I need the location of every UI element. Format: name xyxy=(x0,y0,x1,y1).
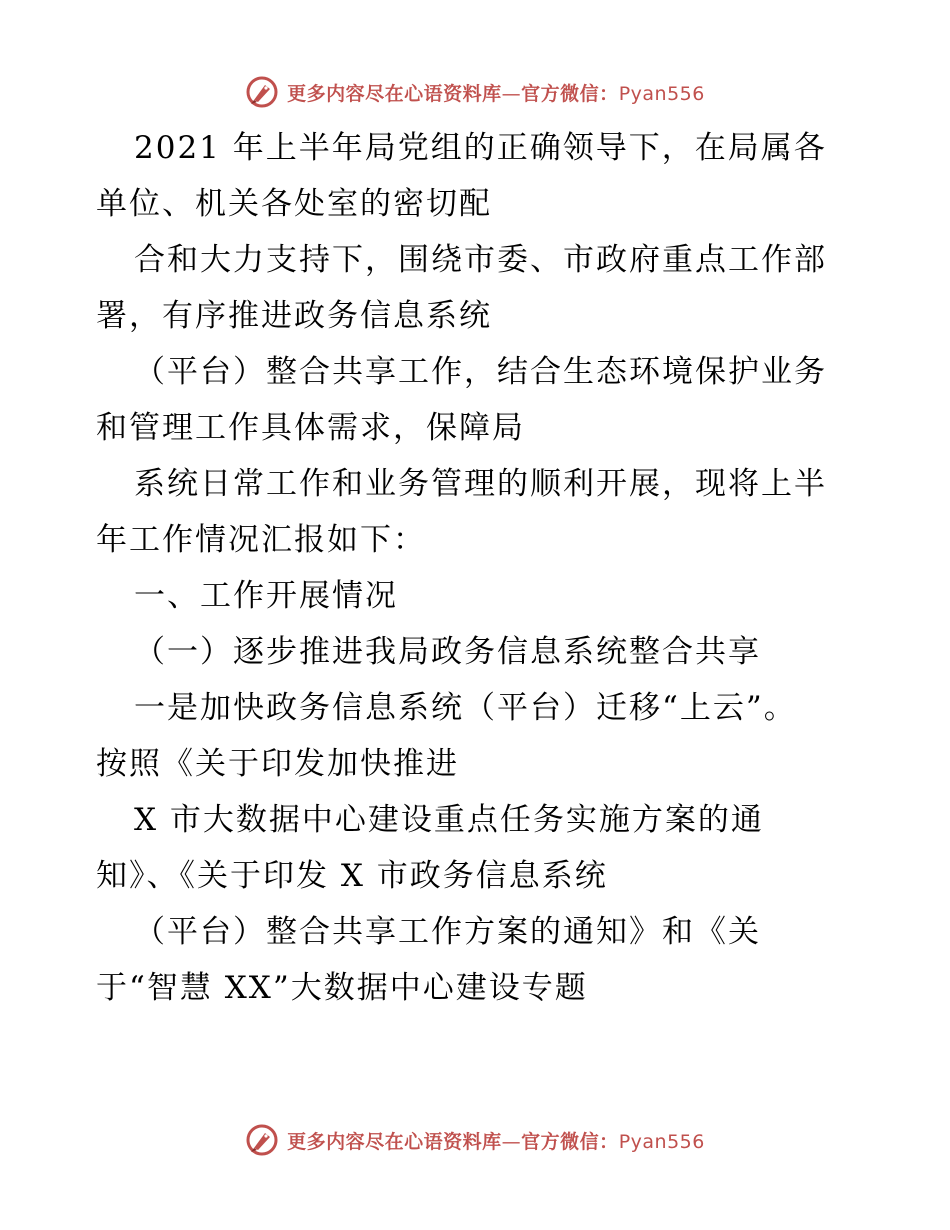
pen-nib-logo-icon xyxy=(245,1123,279,1157)
text-line: 年工作情况汇报如下： xyxy=(96,522,426,558)
pen-nib-logo-icon xyxy=(245,75,279,109)
text-line: 2021 年上半年局党组的正确领导下，在局属各 xyxy=(134,130,827,166)
watermark-wechat-id: Pyan556 xyxy=(618,82,705,105)
text-line: X 市大数据中心建设重点任务实施方案的通 xyxy=(134,802,764,838)
text-line: 一、工作开展情况 xyxy=(134,578,398,614)
text-line: （平台）整合共享工作方案的通知》和《关 xyxy=(134,914,761,950)
text-line: 一是加快政务信息系统（平台）迁移“上云”。 xyxy=(134,690,797,726)
watermark-brand: 更多内容尽在心语资料库 xyxy=(287,1130,502,1153)
watermark-text xyxy=(287,1127,705,1154)
watermark-separator: — xyxy=(501,82,522,105)
text-line: 于“智慧 XX”大数据中心建设专题 xyxy=(96,970,588,1006)
document-body xyxy=(96,120,876,1016)
text-line: 系统日常工作和业务管理的顺利开展，现将上半 xyxy=(134,466,827,502)
watermark-wechat-label: 官方微信： xyxy=(521,82,619,105)
text-line: 署，有序推进政务信息系统 xyxy=(96,298,492,334)
text-line: （平台）整合共享工作，结合生态环境保护业务 xyxy=(134,354,827,390)
watermark-wechat-label: 官方微信： xyxy=(521,1130,619,1153)
text-line: （一）逐步推进我局政务信息系统整合共享 xyxy=(134,634,761,670)
text-line: 合和大力支持下，围绕市委、市政府重点工作部 xyxy=(134,242,827,278)
watermark-wechat-id: Pyan556 xyxy=(618,1130,705,1153)
text-line: 单位、机关各处室的密切配 xyxy=(96,186,492,222)
watermark-separator: — xyxy=(501,1130,522,1153)
watermark-text xyxy=(287,79,705,106)
text-line: 和管理工作具体需求，保障局 xyxy=(96,410,525,446)
footer-watermark xyxy=(0,1120,950,1160)
text-line: 按照《关于印发加快推进 xyxy=(96,746,459,782)
watermark-brand: 更多内容尽在心语资料库 xyxy=(287,82,502,105)
text-line: 知》、《关于印发 X 市政务信息系统 xyxy=(96,858,608,894)
header-watermark xyxy=(0,72,950,112)
